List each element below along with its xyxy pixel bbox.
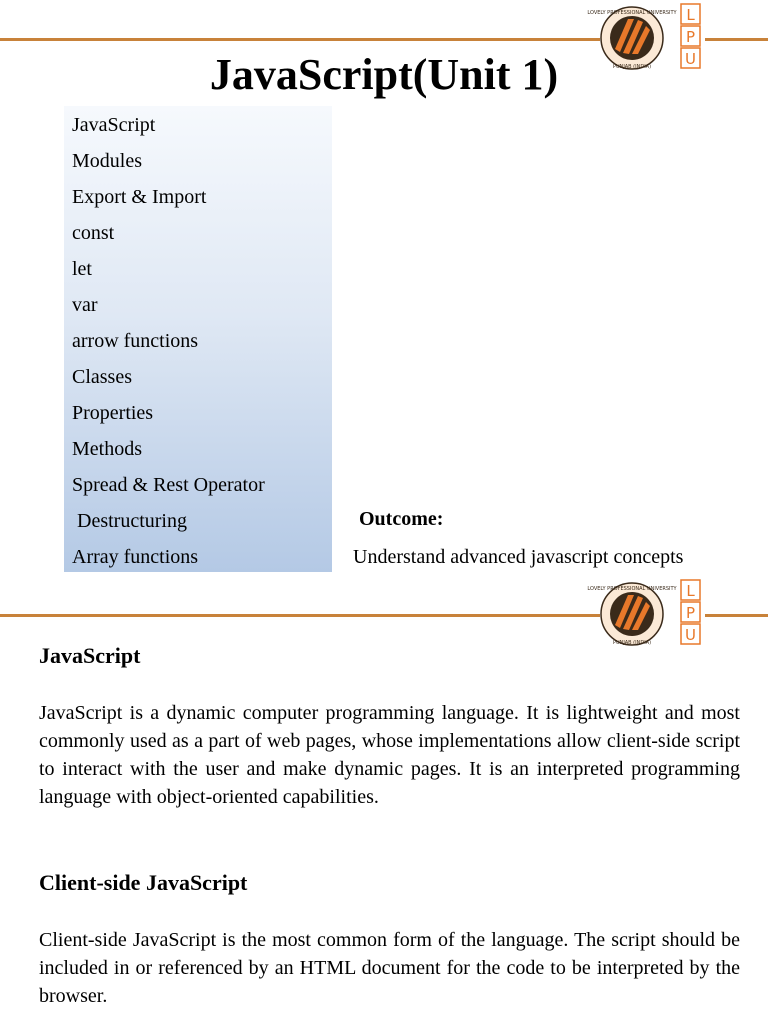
topic-item: let [72, 258, 92, 280]
logo-ring-subtext: PUNJAB (INDIA) [612, 64, 652, 70]
topic-item: const [72, 222, 115, 244]
topic-item: Array functions [72, 546, 199, 568]
topics-list [72, 112, 265, 580]
logo-letter-l: L [686, 6, 695, 24]
slide-title: JavaScript(Unit 1) [209, 50, 559, 99]
header-rule-left-2 [0, 614, 600, 617]
logo-letter-l: L [686, 582, 695, 600]
topic-item: JavaScript [72, 114, 156, 136]
topic-item: Destructuring [72, 510, 187, 532]
topic-item: Modules [72, 150, 142, 172]
logo-letter-u: U [685, 50, 696, 68]
topic-item: var [72, 294, 98, 316]
logo-ring-text: LOVELY PROFESSIONAL UNIVERSITY [587, 586, 677, 592]
section-body-client-side: Client-side JavaScript is the most common form of the language. The script should be included in or referenced by an HTML document for the code to be interpreted by the browser. [39, 929, 740, 1007]
section-body-javascript: JavaScript is a dynamic computer programming language. It is lightweight and most commonly used as a part of web pages, whose implementations allow client-side script to interact with the user and make dynamic pages. It is an interpreted programming language with object-oriented capabilities. [39, 702, 740, 808]
section-heading-javascript: JavaScript [39, 643, 141, 668]
topic-item: Classes [72, 366, 132, 388]
logo-letter-u: U [685, 626, 696, 644]
topic-item: Methods [72, 438, 142, 460]
topics-panel [64, 106, 332, 572]
logo-letter-p: P [685, 604, 696, 622]
header-rule-left [0, 38, 600, 41]
logo-ring-subtext: PUNJAB (INDIA) [612, 640, 652, 646]
topic-item: Export & Import [72, 186, 207, 208]
outcome-label: Outcome: [359, 508, 444, 530]
topic-item: arrow functions [72, 330, 199, 352]
topic-item: Properties [72, 402, 154, 424]
outcome-text: Understand advanced javascript concepts [353, 546, 684, 568]
topic-item: Spread & Rest Operator [72, 474, 265, 496]
section-heading-client-side: Client-side JavaScript [39, 870, 248, 895]
logo-letter-p: P [685, 28, 696, 46]
university-logo-2 [587, 578, 726, 654]
logo-ring-text: LOVELY PROFESSIONAL UNIVERSITY [587, 10, 677, 16]
